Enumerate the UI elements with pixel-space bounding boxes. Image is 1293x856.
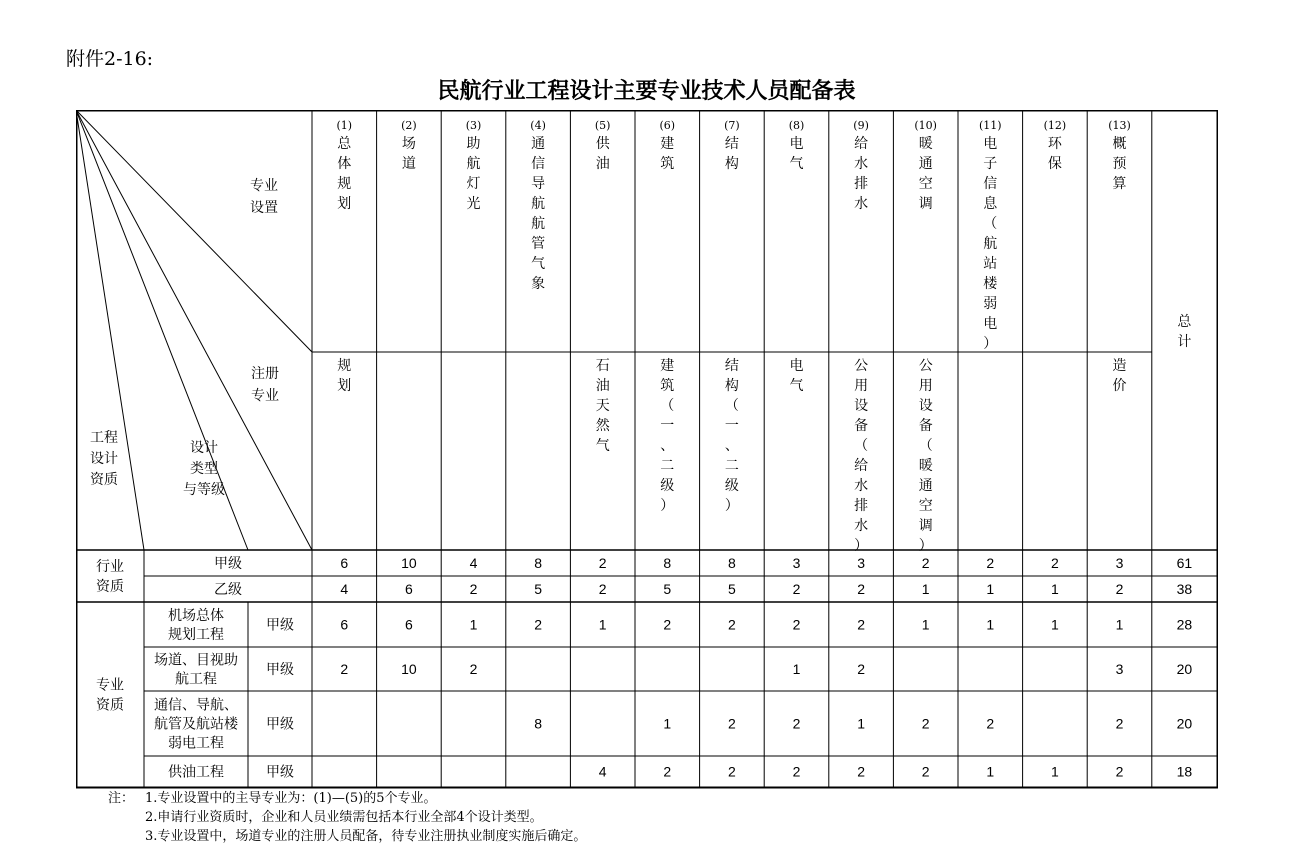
svg-text:体: 体 [337, 156, 352, 172]
note-line: 2.申请行业资质时，企业和人员业绩需包括本行业全部4个设计类型。 [145, 810, 543, 825]
column-specialty-name [596, 136, 611, 172]
table-cell: 3 [1115, 661, 1124, 677]
svg-text:（: （ [724, 398, 739, 414]
header-registered-specialty: 注册 [251, 366, 279, 382]
svg-text:调: 调 [918, 518, 933, 534]
svg-text:规: 规 [337, 358, 352, 374]
svg-text:备: 备 [918, 418, 933, 434]
svg-text:通: 通 [918, 156, 933, 172]
svg-text:导: 导 [531, 176, 546, 192]
column-specialty-name [725, 135, 739, 172]
table-cell: 2 [792, 581, 801, 597]
svg-text:划: 划 [337, 378, 352, 394]
svg-text:设: 设 [854, 398, 869, 414]
table-cell: 2 [598, 581, 607, 597]
svg-text:设: 设 [918, 398, 933, 414]
column-registered-specialty [337, 357, 351, 394]
design-grade: 甲级 [266, 716, 294, 733]
column-specialty-name [790, 135, 804, 172]
table-cell: 3 [1115, 555, 1124, 571]
svg-text:暖: 暖 [918, 136, 933, 152]
table-cell: 2 [921, 555, 930, 571]
column-specialty-name [467, 136, 481, 212]
table-cell: 1 [1115, 616, 1124, 633]
table-cell: 4 [469, 555, 478, 571]
column-registered-specialty [919, 358, 933, 554]
svg-text:公: 公 [918, 358, 933, 374]
table-cell: 6 [340, 555, 349, 571]
svg-text:空: 空 [918, 176, 933, 192]
svg-text:光: 光 [466, 196, 481, 212]
svg-text:构: 构 [724, 156, 739, 172]
svg-text:构: 构 [724, 378, 739, 394]
header-qualification: 资质 [90, 472, 118, 488]
svg-text:油: 油 [595, 378, 610, 394]
document-title: 民航行业工程设计主要专业技术人员配备表 [437, 78, 856, 104]
header-qualification: 工程 [90, 430, 118, 446]
staffing-table [76, 110, 1218, 795]
column-number: (4) [530, 119, 546, 132]
design-type-name: 规划工程 [168, 626, 224, 643]
industry-grade: 甲级 [214, 556, 242, 572]
design-type-name: 航管及航站楼 [154, 716, 238, 733]
table-cell: 1 [921, 616, 930, 633]
header-registered-specialty: 专业 [251, 388, 279, 404]
svg-text:保: 保 [1047, 156, 1062, 172]
table-cell: 2 [728, 616, 736, 633]
table-cell: 8 [534, 555, 542, 571]
svg-text:航: 航 [983, 236, 998, 252]
svg-text:场: 场 [401, 136, 416, 152]
notes-prefix: 注： [108, 791, 135, 806]
design-type-name: 场道、目视助 [154, 652, 238, 669]
industry-grade: 乙级 [214, 582, 242, 598]
svg-text:、: 、 [660, 438, 675, 454]
row-total: 28 [1176, 616, 1193, 633]
svg-text:电: 电 [789, 358, 804, 374]
column-specialty-name [1048, 136, 1063, 172]
column-registered-specialty [790, 357, 804, 394]
svg-text:通: 通 [531, 136, 546, 152]
header-qualification: 设计 [90, 451, 118, 467]
table-cell: 3 [857, 555, 865, 571]
svg-text:信: 信 [983, 176, 998, 192]
table-cell: 1 [986, 616, 995, 633]
svg-text:排: 排 [854, 498, 869, 514]
svg-text:空: 空 [918, 498, 933, 514]
specialty-qualification-label: 专业 [96, 677, 124, 694]
svg-text:公: 公 [854, 358, 869, 374]
svg-text:水: 水 [854, 518, 869, 534]
svg-text:规: 规 [337, 176, 352, 192]
svg-text:水: 水 [854, 478, 869, 494]
table-cell: 3 [792, 555, 801, 571]
svg-text:（: （ [854, 438, 869, 454]
table-cell: 6 [340, 616, 349, 633]
design-grade: 甲级 [266, 662, 294, 678]
table-cell: 8 [728, 555, 736, 571]
svg-text:暖: 暖 [918, 458, 933, 474]
svg-text:天: 天 [595, 398, 610, 414]
svg-text:（: （ [918, 438, 933, 454]
header-design-type: 类型 [190, 461, 218, 477]
svg-text:一: 一 [724, 418, 739, 434]
svg-text:备: 备 [854, 418, 869, 434]
svg-text:级: 级 [660, 478, 675, 494]
table-cell: 2 [921, 715, 930, 732]
design-type-name: 航工程 [175, 671, 217, 688]
table-cell: 10 [401, 661, 417, 677]
table-cell: 2 [663, 616, 672, 633]
row-total: 20 [1176, 715, 1193, 732]
svg-text:算: 算 [1112, 176, 1127, 192]
svg-text:管: 管 [531, 236, 546, 252]
industry-qualification-label: 行业 [96, 558, 124, 575]
table-cell: 2 [534, 616, 542, 633]
table-cell: 1 [986, 763, 995, 780]
svg-text:电: 电 [983, 316, 998, 332]
svg-text:）: ） [724, 498, 739, 514]
header-design-type: 设计 [190, 440, 218, 456]
table-cell: 2 [663, 763, 672, 780]
svg-text:）: ） [918, 538, 933, 554]
svg-text:建: 建 [660, 358, 675, 374]
row-total: 18 [1176, 763, 1193, 780]
column-registered-specialty [1113, 357, 1127, 394]
svg-text:一: 一 [660, 418, 675, 434]
table-cell: 2 [1115, 763, 1124, 780]
table-cell: 1 [1051, 581, 1059, 597]
svg-text:石: 石 [595, 358, 610, 374]
row-total: 38 [1176, 581, 1193, 597]
table-cell: 5 [534, 581, 542, 597]
svg-text:道: 道 [401, 156, 416, 172]
svg-text:）: ） [854, 538, 869, 554]
svg-text:助: 助 [466, 136, 481, 152]
svg-text:给: 给 [854, 458, 869, 474]
column-number: (10) [914, 119, 937, 132]
table-cell: 2 [792, 616, 801, 633]
table-cell: 2 [792, 763, 801, 780]
svg-text:结: 结 [724, 358, 739, 374]
header-specialty-setting: 专业 [250, 178, 278, 194]
svg-text:筑: 筑 [660, 156, 675, 172]
row-total: 20 [1176, 661, 1193, 677]
table-cell: 2 [728, 715, 736, 732]
svg-text:气: 气 [531, 256, 546, 272]
svg-text:造: 造 [1112, 358, 1127, 374]
header-total [1177, 314, 1192, 350]
svg-text:站: 站 [983, 256, 998, 272]
column-specialty-name [337, 136, 352, 212]
column-registered-specialty [660, 357, 674, 514]
design-grade: 甲级 [266, 617, 294, 634]
svg-text:信: 信 [531, 156, 546, 172]
design-type-name: 弱电工程 [168, 735, 224, 752]
svg-text:息: 息 [983, 196, 998, 212]
svg-text:结: 结 [724, 136, 739, 152]
table-cell: 2 [857, 581, 865, 597]
svg-text:）: ） [660, 498, 675, 514]
column-number: (11) [979, 119, 1002, 132]
table-cell: 2 [857, 661, 865, 677]
design-type-name: 通信、导航、 [154, 697, 238, 714]
column-specialty-name [983, 135, 998, 352]
table-cell: 1 [792, 661, 801, 677]
svg-text:通: 通 [918, 478, 933, 494]
column-specialty-name [919, 136, 933, 212]
svg-text:筑: 筑 [660, 378, 675, 394]
svg-text:给: 给 [854, 136, 869, 152]
svg-text:级: 级 [724, 478, 739, 494]
svg-text:建: 建 [660, 136, 675, 152]
column-number: (9) [853, 119, 869, 132]
header-design-type: 与等级 [183, 482, 225, 498]
column-number: (13) [1108, 119, 1131, 132]
table-cell: 2 [1115, 715, 1124, 732]
note-line: 3.专业设置中，场道专业的注册人员配备，待专业注册执业制度实施后确定。 [145, 829, 587, 844]
table-cell: 6 [405, 581, 413, 597]
column-specialty-name [1113, 135, 1127, 192]
table-cell: 2 [469, 581, 478, 597]
svg-text:航: 航 [531, 196, 546, 212]
column-number: (12) [1043, 119, 1067, 132]
svg-text:（: （ [660, 398, 675, 414]
svg-text:然: 然 [595, 418, 610, 434]
svg-text:电: 电 [983, 136, 998, 152]
svg-text:航: 航 [466, 156, 481, 172]
column-number: (2) [401, 119, 417, 132]
table-cell: 1 [986, 581, 995, 597]
design-type-name: 供油工程 [168, 764, 224, 781]
svg-text:概: 概 [1112, 136, 1127, 152]
svg-text:用: 用 [918, 378, 933, 394]
svg-text:楼: 楼 [983, 276, 998, 292]
table-cell: 8 [534, 715, 542, 732]
column-number: (5) [594, 119, 611, 132]
svg-text:）: ） [983, 336, 998, 352]
svg-text:调: 调 [918, 196, 933, 212]
column-number: (8) [788, 119, 805, 132]
table-cell: 2 [792, 715, 801, 732]
svg-text:油: 油 [595, 156, 610, 172]
table-cell: 8 [663, 555, 672, 571]
svg-text:（: （ [983, 216, 998, 232]
table-cell: 4 [340, 581, 349, 597]
svg-text:总: 总 [337, 136, 352, 152]
table-cell: 2 [857, 763, 865, 780]
svg-text:弱: 弱 [983, 296, 998, 312]
design-type-name: 机场总体 [168, 607, 224, 624]
table-cell: 4 [598, 763, 607, 780]
table-cell: 2 [340, 661, 349, 677]
svg-text:用: 用 [854, 378, 869, 394]
svg-text:二: 二 [724, 458, 739, 474]
note-line: 1.专业设置中的主导专业为：(1)—(5)的5个专业。 [145, 791, 437, 806]
table-cell: 5 [728, 581, 736, 597]
svg-text:气: 气 [595, 438, 610, 454]
svg-text:排: 排 [854, 176, 869, 192]
svg-text:电: 电 [789, 136, 804, 152]
svg-text:气: 气 [789, 378, 804, 394]
table-cell: 2 [728, 763, 736, 780]
attachment-label: 附件2-16: [66, 48, 154, 70]
svg-text:总: 总 [1177, 314, 1192, 330]
table-cell: 10 [401, 555, 417, 571]
svg-text:供: 供 [595, 136, 610, 152]
column-number: (6) [659, 119, 676, 132]
staffing-table-grid [76, 110, 1218, 790]
industry-qualification-label: 资质 [96, 578, 124, 595]
table-cell: 2 [469, 661, 478, 677]
column-registered-specialty [596, 358, 611, 454]
notes [108, 789, 586, 846]
row-total: 61 [1176, 555, 1193, 571]
table-cell: 2 [857, 616, 865, 633]
column-specialty-name [402, 135, 416, 172]
svg-text:计: 计 [1177, 334, 1192, 350]
table-cell: 2 [1051, 555, 1059, 571]
table-cell: 2 [921, 763, 930, 780]
table-cell: 5 [663, 581, 672, 597]
table-cell: 1 [469, 616, 478, 633]
svg-text:价: 价 [1112, 378, 1127, 394]
design-grade: 甲级 [266, 764, 294, 781]
table-cell: 1 [921, 581, 930, 597]
svg-text:预: 预 [1112, 156, 1127, 172]
svg-text:水: 水 [854, 156, 869, 172]
column-number: (7) [724, 119, 740, 132]
column-specialty-name [531, 136, 545, 292]
svg-text:环: 环 [1047, 136, 1062, 152]
table-cell: 1 [857, 715, 865, 732]
table-cell: 2 [598, 555, 607, 571]
specialty-qualification-label: 资质 [96, 697, 124, 714]
svg-text:二: 二 [660, 458, 675, 474]
column-registered-specialty [854, 358, 868, 554]
svg-text:灯: 灯 [466, 176, 481, 192]
svg-text:划: 划 [337, 196, 352, 212]
table-cell: 1 [598, 616, 607, 633]
svg-text:、: 、 [724, 438, 739, 454]
column-specialty-name [660, 135, 674, 172]
table-cell: 2 [986, 555, 995, 571]
column-specialty-name [854, 136, 868, 212]
table-cell: 1 [663, 715, 672, 732]
svg-text:象: 象 [531, 276, 546, 292]
svg-text:航: 航 [531, 216, 546, 232]
svg-text:子: 子 [983, 156, 998, 172]
column-number: (1) [336, 119, 353, 132]
table-cell: 1 [1051, 616, 1059, 633]
column-registered-specialty [725, 357, 739, 514]
table-cell: 2 [1115, 581, 1124, 597]
header-specialty-setting: 设置 [250, 200, 278, 216]
svg-text:气: 气 [789, 156, 804, 172]
column-number: (3) [465, 119, 482, 132]
table-cell: 2 [986, 715, 995, 732]
svg-text:水: 水 [854, 196, 869, 212]
table-cell: 1 [1051, 763, 1059, 780]
table-cell: 6 [405, 616, 413, 633]
